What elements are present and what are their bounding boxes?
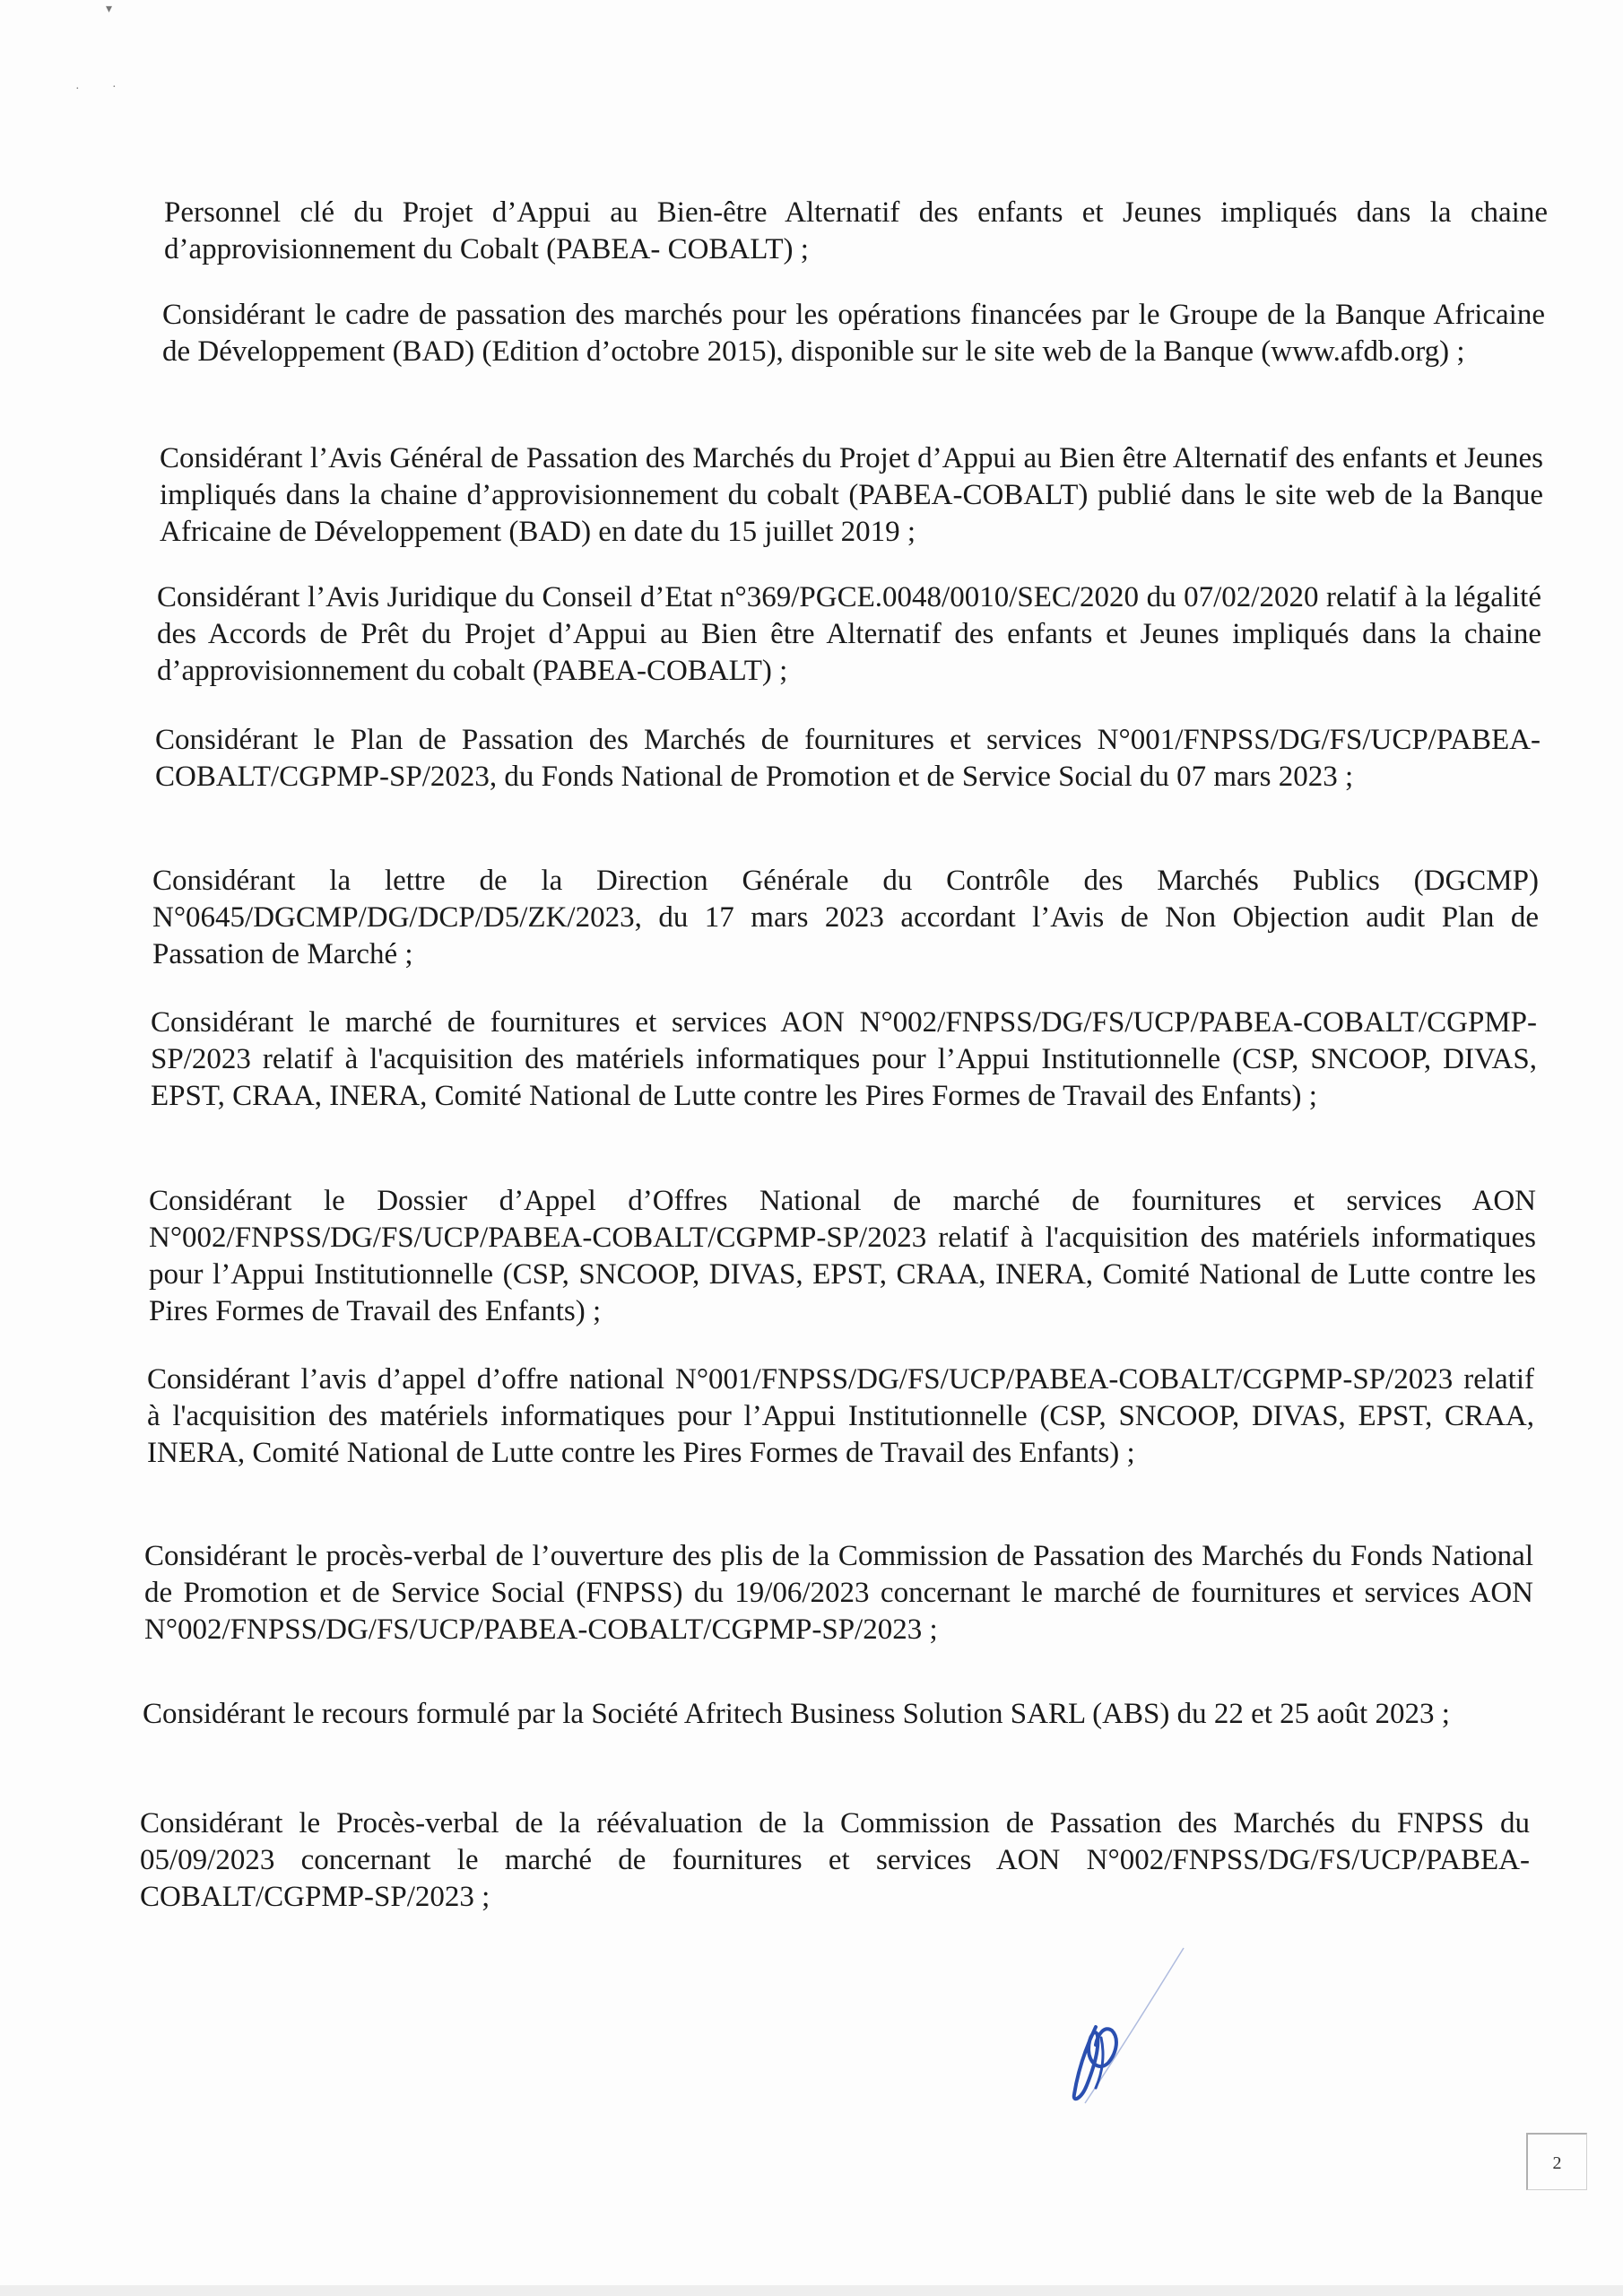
scan-bottom-edge [0,2285,1623,2296]
paragraph-recours: Considérant le recours formulé par la Société Afritech Business Solution SARL (ABS) du 22 et 25 août 2023 ; [143,1698,1450,1730]
page-number-box [1526,2133,1587,2190]
paragraph-cadre-passation: Considérant le cadre de passation des marchés pour les opérations financées par le Groupe de la Banque Africaine de Développement (BAD) (Edition d’octobre 2015), disponible sur le site web de la Banque (www.afdb.org) ; [162,299,1545,368]
paragraph-avis-appel-offre: Considérant l’avis d’appel d’offre national N°001/FNPSS/DG/FS/UCP/PABEA-COBALT/CGPMP-SP/2023 relatif à l'acquisition des matériels informatiques pour l’Appui Institutionnelle (CSP, SNCOOP, DIVAS, EPST, CRAA, INERA, Comité National de Lutte contre les Pires Formes de Travail des Enfants) ; [147,1363,1534,1469]
paragraph-avis-general: Considérant l’Avis Général de Passation des Marchés du Projet d’Appui au Bien être Alternatif des enfants et Jeunes impliqués dans la chaine d’approvisionnement du cobalt (PABEA-COBALT) publié dans le site web de la Banque Africaine de Développement (BAD) en date du 15 juillet 2019 ; [160,442,1543,548]
paragraph-lettre-dgcmp: Considérant la lettre de la Direction Générale du Contrôle des Marchés Publics (DGCMP) N°0645/DGCMP/DG/DCP/D5/ZK/2023, du 17 mars 2023 accordant l’Avis de Non Objection audit Plan de Passation de Marché ; [152,865,1539,970]
paragraph-dossier-appel: Considérant le Dossier d’Appel d’Offres National de marché de fournitures et services AON N°002/FNPSS/DG/FS/UCP/PABEA-COBALT/CGPMP-SP/2023 relatif à l'acquisition des matériels informatiques pour l’Appui Institutionnelle (CSP, SNCOOP, DIVAS, EPST, CRAA, INERA, Comité National de Lutte contre les Pires Formes de Travail des Enfants) ; [149,1185,1536,1327]
paragraph-avis-juridique: Considérant l’Avis Juridique du Conseil d’Etat n°369/PGCE.0048/0010/SEC/2020 du 07/02/2020 relatif à la légalité des Accords de Prêt du Projet d’Appui au Bien être Alternatif des enfants et Jeunes impliqués dans la chaine d’approvisionnement du cobalt (PABEA-COBALT) ; [157,581,1541,687]
paragraph-proces-verbal-ouverture: Considérant le procès-verbal de l’ouverture des plis de la Commission de Passation des Marchés du Fonds National de Promotion et de Service Social (FNPSS) du 19/06/2023 concernant le marché de fournitures et services AON N°002/FNPSS/DG/FS/UCP/PABEA-COBALT/CGPMP-SP/2023 ; [144,1540,1533,1646]
scan-mark: · [112,81,117,94]
scan-mark: · [75,83,80,96]
scan-mark: ▾ [106,3,113,16]
paragraph-proces-verbal-reevaluation: Considérant le Procès-verbal de la réévaluation de la Commission de Passation des Marchés du FNPSS du 05/09/2023 concernant le marché de fournitures et services AON N°002/FNPSS/DG/FS/UCP/PABEA-COBALT/CGPMP-SP/2023 ; [140,1807,1530,1913]
page-number: 2 [1552,2153,1562,2173]
paragraph-plan-passation: Considérant le Plan de Passation des Marchés de fournitures et services N°001/FNPSS/DG/FS/UCP/PABEA-COBALT/CGPMP-SP/2023, du Fonds National de Promotion et de Service Social du 07 mars 2023 ; [155,724,1541,793]
handwritten-initials-signature [1049,1937,1193,2117]
paragraph-marche-fournitures: Considérant le marché de fournitures et services AON N°002/FNPSS/DG/FS/UCP/PABEA-COBALT/CGPMP-SP/2023 relatif à l'acquisition des matériels informatiques pour l’Appui Institutionnelle (CSP, SNCOOP, DIVAS, EPST, CRAA, INERA, Comité National de Lutte contre les Pires Formes de Travail des Enfants) ; [151,1006,1537,1112]
paragraph-personnel-cle: Personnel clé du Projet d’Appui au Bien-être Alternatif des enfants et Jeunes impliqués dans la chaine d’approvisionnement du Cobalt (PABEA- COBALT) ; [164,196,1548,265]
